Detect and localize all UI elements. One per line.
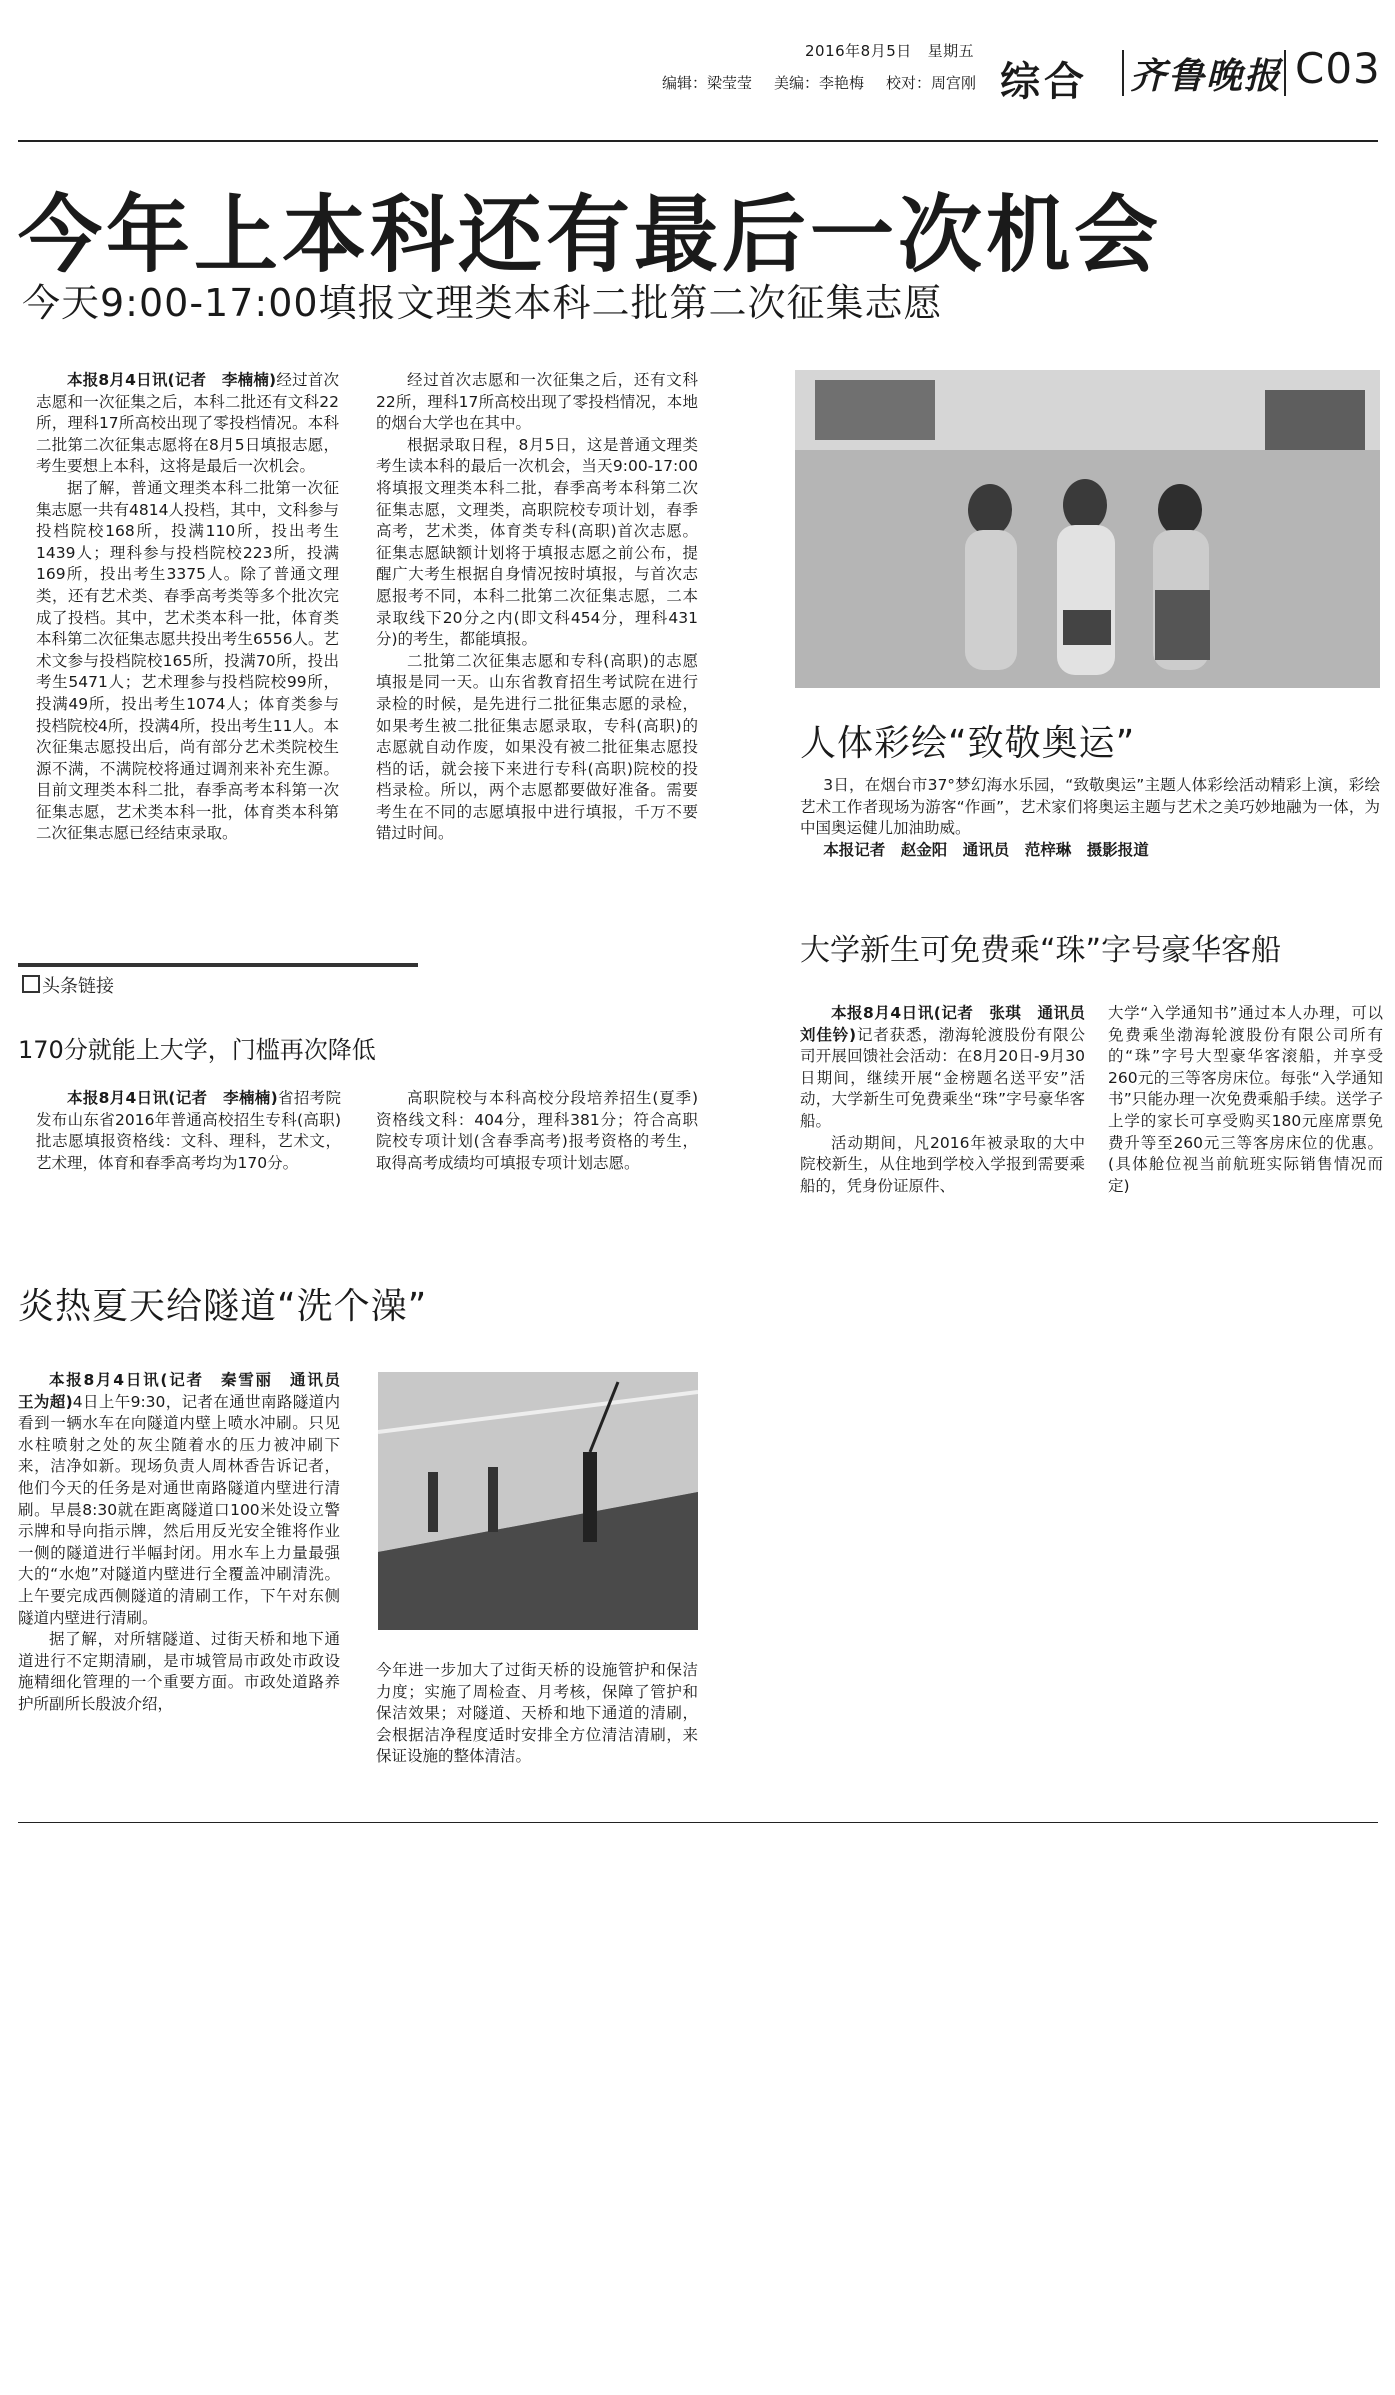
link-box-label: 头条链接 [42,976,114,997]
newspaper-logo: 齐鲁晚报 [1130,55,1283,97]
issue-date-line [805,40,974,61]
box2-column-2 [376,1088,698,1174]
header-rule [18,140,1378,142]
issue-date: 2016年8月5日 [805,42,912,60]
section-name: 综合 [1000,59,1088,105]
paragraph: 活动期间，凡2016年被录取的大中院校新生，从住地到学校入学报到需要乘船的，凭身份证原件、 [800,1133,1085,1195]
box2-title: 170分就能上大学，门槛再次降低 [18,1036,376,1064]
paragraph: 本报8月4日讯(记者 李楠楠)省招考院发布山东省2016年普通高校招生专科(高职)批志愿填报资格线：文科、理科，艺术文，艺术理，体育和春季高考均为170分。 [36,1089,341,1172]
paragraph: 二批第二次征集志愿和专科(高职)的志愿填报是同一天。山东省教育招生考试院在进行录检的时候，是先进行二批征集志愿的录检，如果考生被二批征集志愿录取，专科(高职)的志愿就自动作废，如果没有被二批征集志愿投档的话，就会接下来进行专科(高职)院校的投档录检。所以，两个志愿都要做好准备。需要考生在不同的志愿填报中进行填报，千万不要错过时间。 [376,651,698,843]
ferry-column-1 [800,1003,1101,1197]
main-column-1 [36,370,339,845]
editor-credit: 编辑：梁莹莹 [662,74,753,92]
byline: 本报8月4日讯(记者 李楠楠) [67,1089,278,1107]
main-column-2 [376,370,698,845]
paragraph: 据了解，普通文理类本科二批第一次征集志愿一共有4814人投档，其中，文科参与投档院校168所，投满110所，投出考生1439人；理科参与投档院校223所，投满169所，投出考生3375人。除了普通文理类，还有艺术类、春季高考类等多个批次完成了投档。其中，艺术类本科一批，体育类本科第二次征集志愿共投出考生6556人。艺术文参与投档院校165所，投满70所，投出考生5471人；艺术理参与投档院校99所，投满49所，投出考生1074人；体育类参与投档院校4所，投满4所，投出考生11人。本次征集志愿投出后，尚有部分艺术类院校生源不满，不满院校将通过调剂来补充生源。目前文理类本科二批，春季高考本科第一次征集志愿，艺术类本科一批，体育类本科第二次征集志愿已经结束录取。 [36,478,339,843]
paragraph: 今年进一步加大了过街天桥的设施管护和保洁力度；实施了周检查、月考核，保障了管护和保洁效果；对隧道、天桥和地下通道的清刷，会根据洁净程度适时安排全方位清洁清刷，来保证设施的整体清洁。 [376,1661,698,1766]
issue-weekday: 星期五 [927,42,975,60]
bottom-rule [18,1822,1378,1823]
photo1-title: 人体彩绘“致敬奥运” [800,723,1136,764]
box2-column-1 [36,1088,341,1174]
paragraph: 本报8月4日讯(记者 张琪 通讯员 刘佳钤)记者获悉，渤海轮渡股份有限公司开展回馈社会活动：在8月20日-9月30日期间，继续开展“金榜题名送平安”活动，大学新生可免费乘坐“珠”字号豪华客船。 [800,1004,1101,1130]
paragraph: 本报8月4日讯(记者 李楠楠)经过首次志愿和一次征集之后，本科二批还有文科22所，理科17所高校出现了零投档情况。本科二批第二次征集志愿将在8月5日填报志愿，考生要想上本科，这将是最后一次机会。 [36,371,339,476]
tunnel-cleaning-photo [378,1372,698,1630]
paragraph: 据了解，对所辖隧道、过街天桥和地下通道进行不定期清刷，是市城管局市政处市政设施精细化管理的一个重要方面。市政处道路养护所副所长殷波介绍， [18,1630,340,1713]
paragraph: 大学“入学通知书”通过本人办理，可以免费乘坐渤海轮渡股份有限公司所有的“珠”字号大型豪华客滚船，并享受260元的三等客房床位。每张“入学通知书”只能办理一次免费乘船手续。送学子上学的家长可享受购买180元座席票免费升等至260元三等客房床位的优惠。(具体舱位视当前航班实际销售情况而定) [1108,1004,1383,1195]
byline: 本报8月4日讯(记者 秦雪丽 通讯员 王为超) [18,1371,356,1411]
paragraph: 经过首次志愿和一次征集之后，还有文科22所，理科17所高校出现了零投档情况，本地的烟台大学也在其中。 [376,371,698,433]
tunnel-title: 炎热夏天给隧道“洗个澡” [18,1286,428,1327]
header-divider [1122,50,1124,96]
photo-illustration [795,370,1380,688]
photo1-credit: 本报记者 赵金阳 通讯员 范梓琳 摄影报道 [823,840,1149,859]
paragraph: 高职院校与本科高校分段培养招生(夏季)资格线文科：404分，理科381分；符合高职院校专项计划(含春季高考)报考资格的考生，取得高考成绩均可填报专项计划志愿。 [376,1089,698,1172]
body-painting-photo [795,370,1380,688]
byline: 本报8月4日讯(记者 李楠楠) [67,371,277,389]
staff-line [662,72,998,93]
paragraph: 本报8月4日讯(记者 秦雪丽 通讯员 王为超)4日上午9:30，记者在通世南路隧道内看到一辆水车在向隧道内壁上喷水冲刷。只见水柱喷射之处的灰尘随着水的压力被冲刷下来，洁净如新。现场负责人周林香告诉记者，他们今天的任务是对通世南路隧道内壁进行清刷。早晨8:30就在距离隧道口100米处设立警示牌和导向指示牌，然后用反光安全锥将作业一侧的隧道进行半幅封闭。用水车上力量最强大的“水炮”对隧道内壁进行全覆盖冲刷清洗。上午要完成西侧隧道的清刷工作，下午对东侧隧道内壁进行清刷。 [18,1371,356,1627]
tunnel-column-2 [376,1660,698,1768]
artist-credit: 美编：李艳梅 [774,74,865,92]
proof-credit: 校对：周宫刚 [886,74,977,92]
ferry-column-2 [1108,1003,1383,1197]
main-subhead: 今天9:00-17:00填报文理类本科二批第二次征集志愿 [22,281,943,325]
paragraph: 根据录取日程，8月5日，这是普通文理类考生读本科的最后一次机会，当天9:00-17:00将填报文理类本科二批，春季高考本科第二次征集志愿，文理类，高职院校专项计划，春季高考，艺术类，体育类专科(高职)首次志愿。征集志愿缺额计划将于填报志愿之前公布，提醒广大考生根据自身情况按时填报，与首次志愿报考不同，本科二批第二次征集志愿，二本录取线下20分之内(即文科454分，理科431分)的考生，都能填报。 [376,435,698,649]
link-icon [22,975,40,993]
photo1-caption-block [800,775,1380,861]
ferry-title: 大学新生可免费乘“珠”字号豪华客船 [800,933,1282,968]
photo1-caption: 3日，在烟台市37°梦幻海水乐园，“致敬奥运”主题人体彩绘活动精彩上演，彩绘艺术工作者现场为游客“作画”，艺术家们将奥运主题与艺术之美巧妙地融为一体，为中国奥运健儿加油助威。 [800,776,1380,838]
header-divider [1284,50,1286,96]
page-number: C03 [1295,44,1381,93]
photo-illustration [378,1372,698,1630]
byline: 本报8月4日讯(记者 张琪 通讯员 刘佳钤) [800,1004,1101,1044]
tunnel-column-1 [18,1370,356,1716]
main-headline: 今年上本科还有最后一次机会 [18,186,1163,284]
